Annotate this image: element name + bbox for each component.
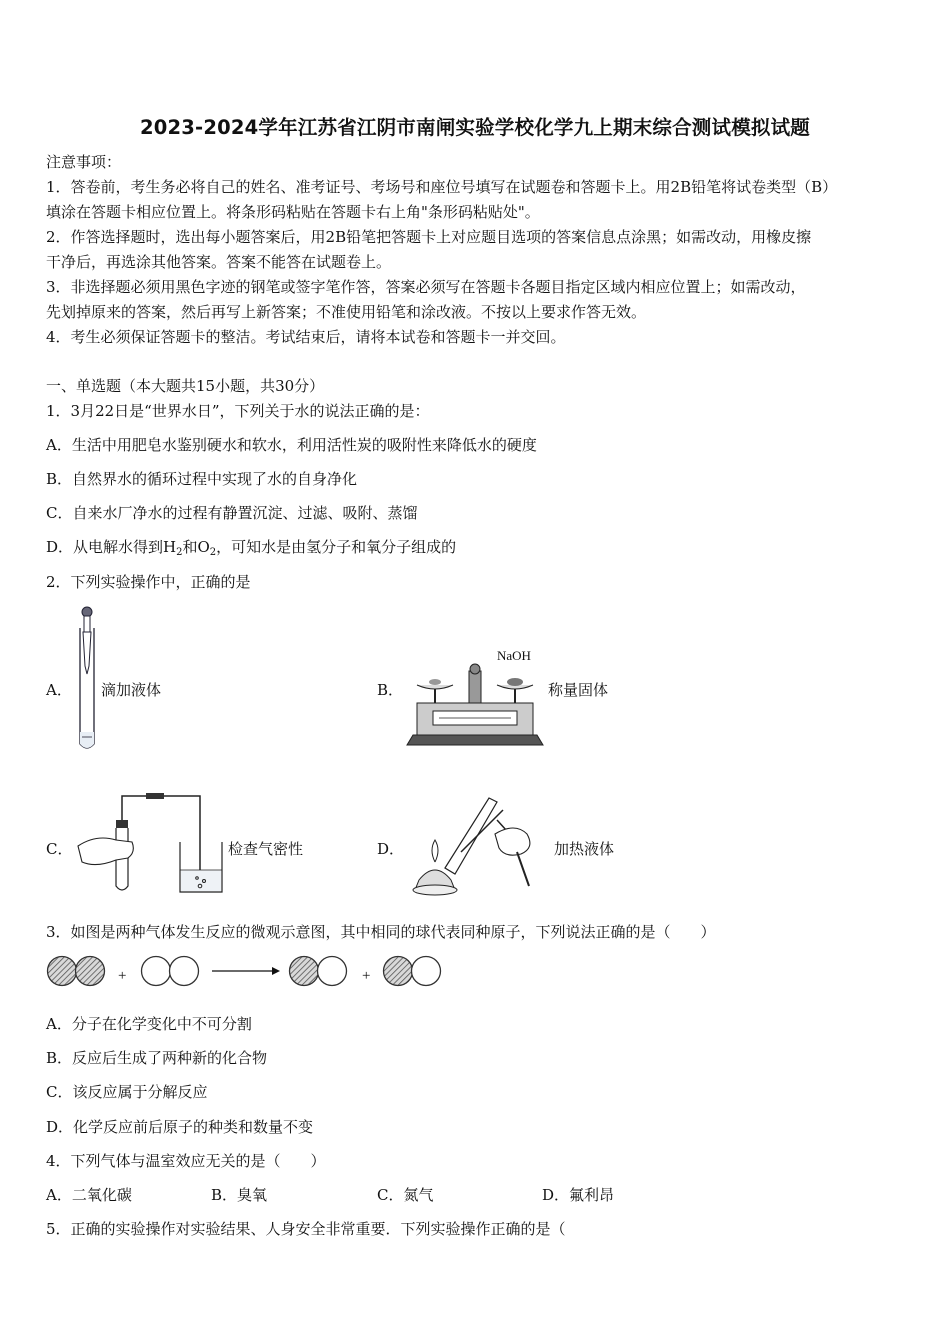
naoh-label: NaOH bbox=[497, 648, 531, 663]
q4-option-c: C．氮气 bbox=[377, 1186, 434, 1204]
dropper-test-tube-figure bbox=[72, 604, 102, 754]
q2-option-c-text: 检查气密性 bbox=[228, 840, 304, 858]
q5-stem: 5．正确的实验操作对实验结果、人身安全非常重要．下列实验操作正确的是（ bbox=[46, 1220, 566, 1238]
q2-option-c-letter: C． bbox=[46, 840, 73, 858]
q2-option-a-text: 滴加液体 bbox=[101, 681, 162, 699]
notice-line: 填涂在答题卡相应位置上。将条形码粘贴在答题卡右上角"条形码粘贴处"。 bbox=[46, 203, 540, 221]
q2-option-b-letter: B． bbox=[377, 681, 404, 699]
q2-option-a-letter: A． bbox=[46, 681, 72, 699]
q1-option-d: D．从电解水得到$H_2$和$O_2$，可知水是由氢分子和氧分子组成的 bbox=[46, 538, 457, 558]
q3-option-b: B．反应后生成了两种新的化合物 bbox=[46, 1049, 268, 1067]
plus-sign: + bbox=[118, 968, 127, 984]
q1-option-c: C．自来水厂净水的过程有静置沉淀、过滤、吸附、蒸馏 bbox=[46, 504, 418, 522]
q3-option-c: C．该反应属于分解反应 bbox=[46, 1083, 208, 1101]
notice-line: 1．答卷前，考生务必将自己的姓名、准考证号、考场号和座位号填写在试题卷和答题卡上。用2B铅笔将试卷类型（B） bbox=[46, 178, 838, 196]
reaction-diagram bbox=[44, 954, 454, 990]
balance-figure bbox=[405, 645, 545, 753]
q2-option-b-text: 称量固体 bbox=[548, 681, 609, 699]
q4-option-b: B．臭氧 bbox=[211, 1186, 268, 1204]
q4-option-a: A．二氧化碳 bbox=[46, 1186, 132, 1204]
notice-line: 2．作答选择题时，选出每小题答案后，用2B铅笔把答题卡上对应题目选项的答案信息点涂黑；如需改动，用橡皮擦 bbox=[46, 228, 812, 246]
q2-stem: 2．下列实验操作中，正确的是 bbox=[46, 573, 251, 591]
q3-option-d: D．化学反应前后原子的种类和数量不变 bbox=[46, 1118, 314, 1136]
q4-option-d: D．氟利昂 bbox=[542, 1186, 615, 1204]
q3-stem: 3．如图是两种气体发生反应的微观示意图，其中相同的球代表同种原子，下列说法正确的是（ ） bbox=[46, 923, 716, 941]
q1-stem: 1．3月22日是“世界水日”，下列关于水的说法正确的是： bbox=[46, 402, 430, 420]
notice-heading: 注意事项： bbox=[46, 153, 122, 171]
notice-line: 先划掉原来的答案，然后再写上新答案；不准使用铅笔和涂改液。不按以上要求作答无效。 bbox=[46, 303, 647, 321]
q1-option-b: B．自然界水的循环过程中实现了水的自身净化 bbox=[46, 470, 358, 488]
notice-line: 3．非选择题必须用黑色字迹的钢笔或签字笔作答，答案必须写在答题卡各题目指定区域内相应位置上；如需改动， bbox=[46, 278, 806, 296]
q2-option-d-letter: D． bbox=[377, 840, 405, 858]
page-title: 2023-2024学年江苏省江阴市南闸实验学校化学九上期末综合测试模拟试题 bbox=[139, 116, 811, 139]
q4-stem: 4．下列气体与温室效应无关的是（ ） bbox=[46, 1152, 326, 1170]
section-heading: 一、单选题（本大题共15小题，共30分） bbox=[46, 377, 325, 395]
notice-line: 干净后，再选涂其他答案。答案不能答在试题卷上。 bbox=[46, 253, 392, 271]
q3-option-a: A．分子在化学变化中不可分割 bbox=[46, 1015, 252, 1033]
notice-line: 4．考生必须保证答题卡的整洁。考试结束后，请将本试卷和答题卡一并交回。 bbox=[46, 328, 566, 346]
plus-sign: + bbox=[362, 968, 371, 984]
heating-liquid-figure bbox=[405, 790, 550, 898]
q1-option-a: A．生活中用肥皂水鉴别硬水和软水，利用活性炭的吸附性来降低水的硬度 bbox=[46, 436, 537, 454]
airtightness-figure bbox=[76, 790, 226, 900]
q2-option-d-text: 加热液体 bbox=[554, 840, 615, 858]
